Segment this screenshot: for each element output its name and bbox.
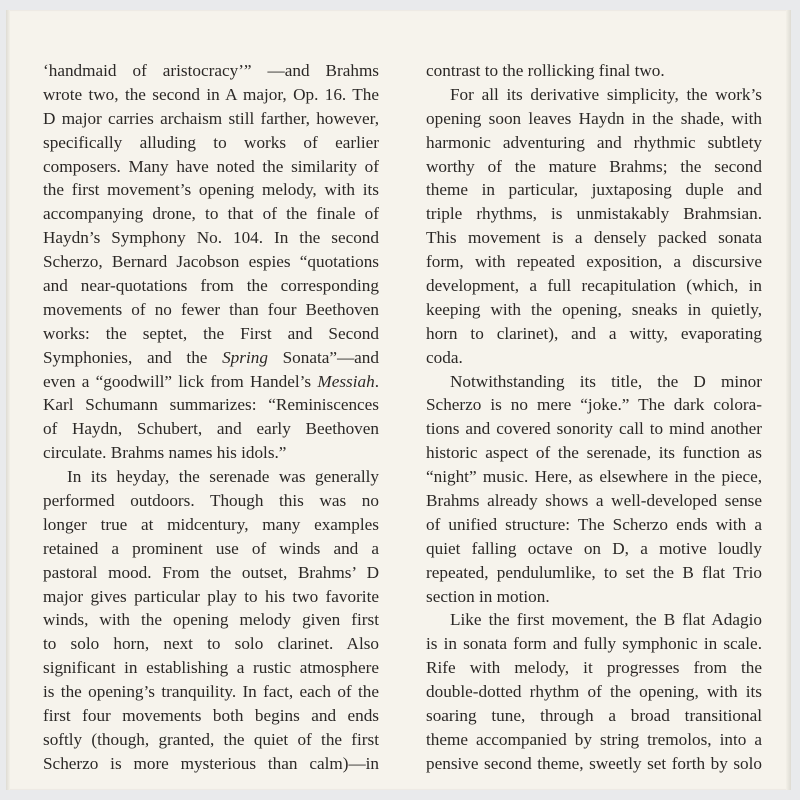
text-line: composers. Many have noted the similarity of	[43, 156, 379, 176]
text-line: winds, with the opening melody given first	[43, 610, 379, 630]
text-line: pensive second theme, sweetly set forth by solo	[426, 753, 762, 773]
text-line: first four movements both begins and ends	[43, 706, 379, 726]
text-line: soaring tune, through a broad transitional	[426, 706, 762, 726]
text-line	[43, 370, 379, 394]
paragraph-end-line: contrast to the rollicking final two.	[426, 61, 665, 80]
paragraph-end-line: section in motion.	[426, 586, 550, 606]
text-line: is in sonata form and fully symphonic in scale.	[426, 634, 762, 654]
paragraph-end-line: circulate. Brahms names his idols.”	[43, 443, 287, 463]
text-line: accompanying drone, to that of the finale of	[43, 204, 379, 224]
text-line: Scherzo is no mere “joke.” The dark colora-	[426, 395, 762, 415]
text-line: keeping with the opening, sneaks in quietly,	[426, 299, 762, 319]
text-line: the first movement’s opening melody, with its	[43, 180, 379, 200]
text-line: worthy of the mature Brahms; the second	[426, 156, 762, 176]
text-line: longer true at midcentury, many examples	[43, 514, 379, 534]
text-line: pastoral mood. From the outset, Brahms’ D	[43, 562, 379, 582]
text-line: Karl Schumann summarizes: “Reminiscences	[43, 395, 379, 415]
text-line: This movement is a densely packed sonata	[426, 228, 762, 248]
text-line: of Haydn, Schubert, and early Beethoven	[43, 419, 379, 439]
text-line: wrote two, the second in A major, Op. 16. The	[43, 84, 379, 104]
text-line: and near-quotations from the corresponding	[43, 276, 379, 296]
paragraph-start-line: Like the first movement, the B flat Adagio	[450, 610, 762, 630]
text-line: works: the septet, the First and Second	[43, 323, 379, 343]
text-line: theme accompanied by string tremolos, into a	[426, 729, 762, 749]
text-line: movements of no fewer than four Beethoven	[43, 299, 379, 319]
booklet-page	[6, 10, 791, 790]
text-line: theme in particular, juxtaposing duple and	[426, 180, 762, 200]
text-line: triple rhythms, is unmistakably Brahmsian.	[426, 204, 762, 224]
italic-title-spring: Spring	[222, 347, 268, 367]
text-line: softly (though, granted, the quiet of the first	[43, 729, 379, 749]
text-line: “night” music. Here, as elsewhere in the piece,	[426, 467, 762, 487]
text-line: major gives particular play to his two favorite	[43, 586, 379, 606]
text-line: Rife with melody, it progresses from the	[426, 658, 762, 678]
paragraph-start-line: For all its derivative simplicity, the work’s	[450, 84, 762, 104]
text-line: development, a full recapitulation (which, in	[426, 276, 762, 296]
text-line: to solo horn, next to solo clarinet. Also	[43, 634, 379, 654]
text-line: double-dotted rhythm of the opening, with its	[426, 682, 762, 702]
right-text-column	[426, 59, 762, 776]
text-line: quiet falling octave on D, a motive loudly	[426, 538, 762, 558]
text-line: opening soon leaves Haydn in the shade, with	[426, 108, 762, 128]
text-line: significant in establishing a rustic atmosphere	[43, 658, 379, 678]
text-line: horn to clarinet), and a witty, evaporating	[426, 323, 762, 343]
italic-title-messiah: Messiah	[317, 371, 375, 391]
text-line: repeated, pendulumlike, to set the B flat Trio	[426, 562, 762, 582]
text-line: Haydn’s Symphony No. 104. In the second	[43, 228, 379, 248]
text-line: specifically alluding to works of earlier	[43, 132, 379, 152]
paragraph-start-line: Notwithstanding its title, the D minor	[450, 371, 762, 391]
text-run: even a “goodwill” lick from Handel’s	[43, 371, 318, 391]
paragraph-start-line: In its heyday, the serenade was generally	[67, 467, 379, 487]
text-line: is the opening’s tranquility. In fact, each of the	[43, 682, 379, 702]
text-line: Scherzo is more mysterious than calm)—in	[43, 753, 379, 773]
text-line: D major carries archaism still farther, however,	[43, 108, 379, 128]
text-line: of unified structure: The Scherzo ends with a	[426, 514, 762, 534]
text-line: performed outdoors. Though this was no	[43, 491, 379, 511]
text-line: form, with repeated exposition, a discursive	[426, 252, 762, 272]
text-line: Scherzo, Bernard Jacobson espies “quotations	[43, 252, 379, 272]
text-line: historic aspect of the serenade, its function as	[426, 443, 762, 463]
text-run: Symphonies, and the	[43, 347, 223, 367]
text-line: retained a prominent use of winds and a	[43, 538, 379, 558]
text-line: tions and covered sonority call to mind another	[426, 419, 762, 439]
text-line	[43, 346, 379, 370]
text-line: harmonic adventuring and rhythmic subtlety	[426, 132, 762, 152]
text-run: Sonata”—and	[267, 347, 379, 367]
text-run: .	[374, 371, 379, 391]
paragraph-end-line: coda.	[426, 347, 463, 367]
text-line: Brahms already shows a well-developed sense	[426, 491, 762, 511]
left-text-column	[43, 59, 379, 776]
text-line: ‘handmaid of aristocracy’” —and Brahms	[43, 61, 379, 80]
